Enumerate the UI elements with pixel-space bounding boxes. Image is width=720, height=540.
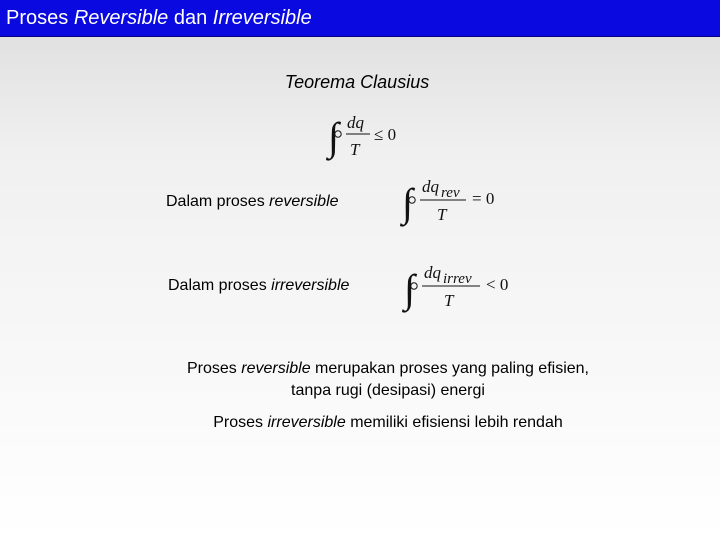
formula-denominator: T <box>437 205 447 224</box>
formula-relation: < 0 <box>486 275 509 294</box>
formula-numerator: dq <box>347 113 364 132</box>
statement-prefix: Proses <box>187 360 242 377</box>
statement-suffix: memiliki efisiensi lebih rendah <box>345 414 563 431</box>
reversible-label <box>166 193 339 211</box>
reversible-label-term: reversible <box>269 193 339 210</box>
formula-relation: = 0 <box>472 189 495 208</box>
integral-sign: ∫ <box>328 114 339 159</box>
formula-denominator: T <box>444 291 454 310</box>
formula-numerator: dq <box>424 263 441 282</box>
formula-numerator: dq <box>422 177 439 196</box>
integral-sign: ∫ <box>402 180 413 225</box>
integral-sign: ∫ <box>404 266 415 311</box>
formula-subscript: irrev <box>443 271 472 287</box>
slide-title-irreversible: Irreversible <box>212 7 312 29</box>
irreversible-statement <box>0 412 720 434</box>
title-bar <box>0 0 720 37</box>
irreversible-label <box>168 277 349 295</box>
irreversible-label-prefix: Dalam proses <box>168 277 272 294</box>
reversible-statement-line2: tanpa rugi (desipasi) energi <box>291 382 485 399</box>
formula-subscript: rev <box>441 185 460 201</box>
clausius-heading: Teorema Clausius <box>284 72 430 92</box>
statement-term: reversible <box>241 360 311 377</box>
reversible-label-prefix: Dalam proses <box>166 193 270 210</box>
formula-relation: ≤ 0 <box>374 125 397 144</box>
statement-term: irreversible <box>267 414 346 431</box>
reversible-statement <box>0 358 720 402</box>
clausius-inequality-formula <box>326 112 416 162</box>
slide-title-reversible: Reversible <box>73 7 169 29</box>
statement-suffix: merupakan proses yang paling efisien, <box>310 360 589 377</box>
slide-title-connector: dan <box>168 7 213 29</box>
reversible-statement-line1 <box>0 358 720 380</box>
slide-title <box>6 6 312 30</box>
formula-denominator: T <box>350 140 360 159</box>
statement-prefix: Proses <box>213 414 268 431</box>
slide-title-prefix: Proses <box>6 7 74 29</box>
irreversible-formula <box>402 262 517 314</box>
reversible-formula <box>400 176 510 228</box>
irreversible-label-term: irreversible <box>271 277 350 294</box>
